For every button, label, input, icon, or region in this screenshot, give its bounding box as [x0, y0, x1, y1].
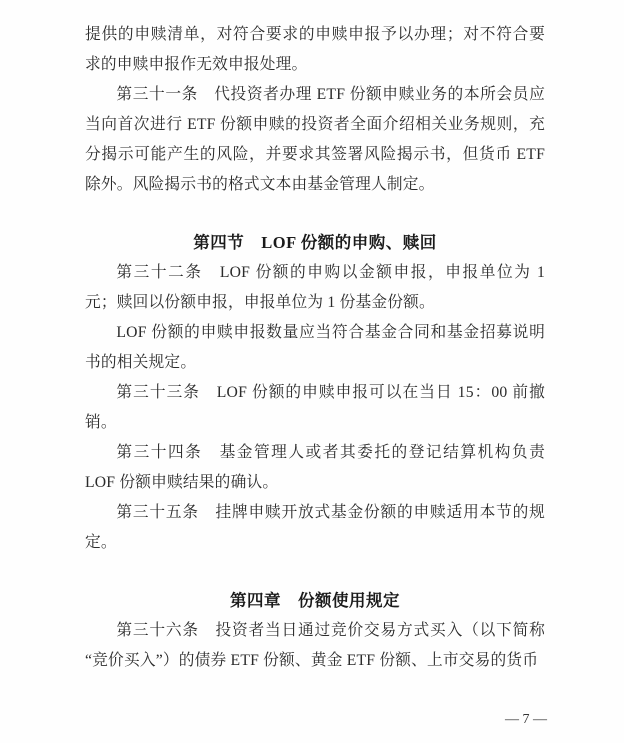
paragraph-continuation: 提供的申赎清单，对符合要求的申赎申报予以办理；对不符合要求的申赎申报作无效申报处理。 [85, 26, 545, 73]
paragraph-article-35: 第三十五条 挂牌申赎开放式基金份额的申赎适用本节的规定。 [85, 504, 545, 551]
paragraph-article-34: 第三十四条 基金管理人或者其委托的登记结算机构负责 LOF 份额申赎结果的确认。 [85, 444, 545, 491]
paragraph-article-31: 第三十一条 代投资者办理 ETF 份额申赎业务的本所会员应当向首次进行 ETF 份额申赎的投资者全面介绍相关业务规则，充分揭示可能产生的风险，并要求其签署风险揭示书，但货币 ETF 除外。风险揭示书的格式文本由基金管理人制定。 [85, 86, 545, 193]
paragraph-article-32: 第三十二条 LOF 份额的申购以金额申报，申报单位为 1 元；赎回以份额申报，申报单位为 1 份基金份额。 [85, 264, 545, 311]
paragraph-article-33: 第三十三条 LOF 份额的申赎申报可以在当日 15：00 前撤销。 [85, 384, 545, 431]
paragraph-article-36: 第三十六条 投资者当日通过竞价交易方式买入（以下简称“竞价买入”）的债券 ETF 份额、黄金 ETF 份额、上市交易的货币 [85, 622, 545, 669]
chapter-heading-share-usage-rules: 第四章 份额使用规定 [230, 591, 400, 610]
page-number: — 7 — [505, 712, 547, 727]
section-heading-lof-subscription-redemption: 第四节 LOF 份额的申购、赎回 [193, 233, 437, 252]
paragraph-article-32-continued: LOF 份额的申赎申报数量应当符合基金合同和基金招募说明书的相关规定。 [85, 324, 545, 371]
